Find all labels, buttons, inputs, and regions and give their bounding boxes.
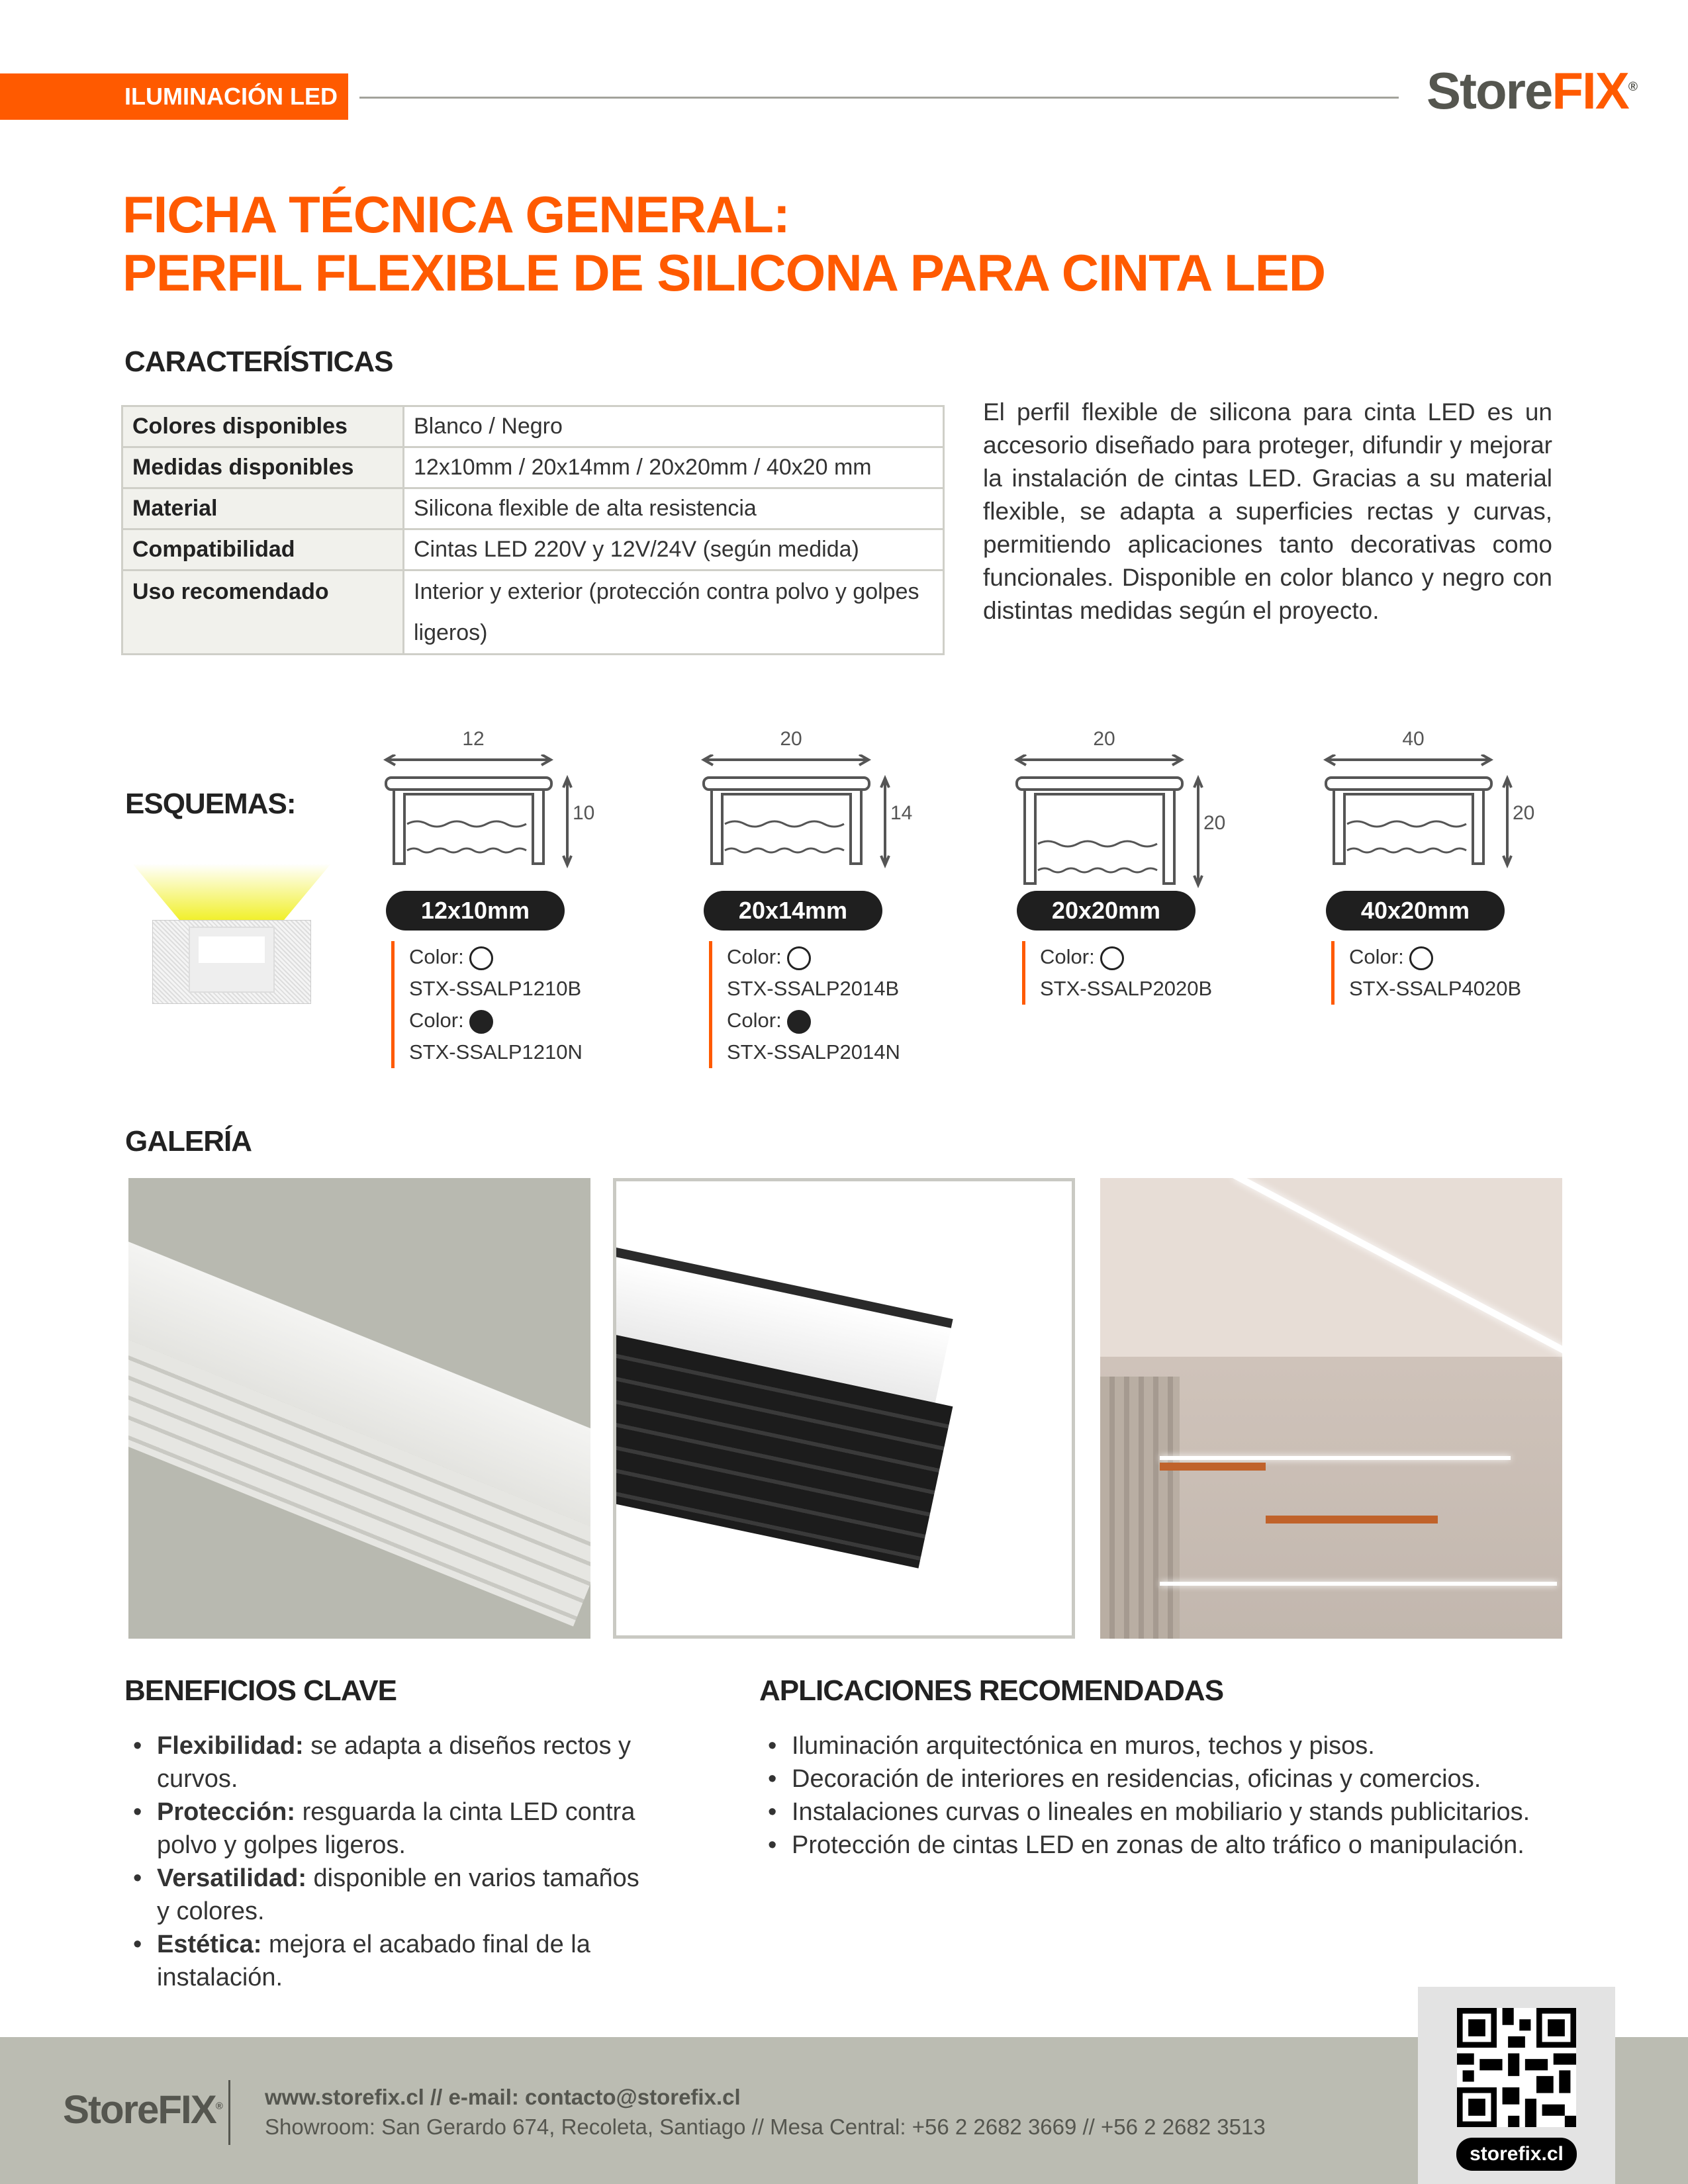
height-dimension: 20 xyxy=(1513,802,1535,824)
size-badge: 20x20mm xyxy=(1017,891,1196,931)
product-code: STX-SSALP1210B xyxy=(409,977,582,1000)
spec-table xyxy=(121,405,945,655)
black-color-swatch-icon xyxy=(787,1010,811,1034)
table-row xyxy=(122,570,944,655)
aplicaciones-list xyxy=(760,1729,1620,1862)
height-dimension: 10 xyxy=(573,802,595,824)
benefit-text: mejora el acabado final de la instalación. xyxy=(157,1931,590,1991)
logo-fix: FIX xyxy=(158,2087,216,2132)
color-label: Color: xyxy=(727,945,782,968)
benefit-text: se adapta a diseños rectos y curvos. xyxy=(157,1732,631,1793)
gallery-image-interior xyxy=(1100,1178,1562,1639)
product-codes xyxy=(1331,941,1521,1005)
table-row xyxy=(122,406,944,447)
footer-address: Showroom: San Gerardo 674, Recoleta, Santiago // Mesa Central: +56 2 2682 3669 // +56 2 2682 3513 xyxy=(265,2115,1266,2139)
qr-code-icon[interactable] xyxy=(1456,2008,1577,2127)
storefix-logo xyxy=(1427,61,1636,121)
qr-panel xyxy=(1418,1987,1615,2184)
spec-key: Colores disponibles xyxy=(122,406,404,447)
spec-value: 12x10mm / 20x14mm / 20x20mm / 40x20 mm xyxy=(404,447,944,488)
profile-schematic xyxy=(381,754,579,874)
profile-schematic xyxy=(1011,754,1210,893)
product-description: El perfil flexible de silicona para cinta LED es un accesorio diseñado para proteger, difundir y mejorar la instalación de cintas LED. Gracias a su material flexible, se adapta a superficies rectas y curvas, permitiendo aplicaciones tanto decorativas como funcionales. Disponible en color blanco y negro con distintas medidas según el proyecto. xyxy=(983,398,1552,624)
color-label: Color: xyxy=(1040,945,1095,968)
benefit-title: Estética: xyxy=(157,1931,262,1958)
product-code: STX-SSALP2014B xyxy=(727,977,900,1000)
black-color-swatch-icon xyxy=(469,1010,493,1034)
width-dimension: 40 xyxy=(1402,728,1425,750)
white-color-swatch-icon xyxy=(1409,946,1433,970)
aplicaciones-heading: APLICACIONES RECOMENDADAS xyxy=(759,1674,1224,1707)
title-line-2: PERFIL FLEXIBLE DE SILICONA PARA CINTA LED xyxy=(122,244,1326,302)
list-item: • Decoración de interiores en residencias, oficinas y comercios. xyxy=(760,1762,1620,1796)
product-codes xyxy=(709,941,900,1068)
list-item: • Protección de cintas LED en zonas de alto tráfico o manipulación. xyxy=(760,1829,1620,1862)
list-item: • Iluminación arquitectónica en muros, techos y pisos. xyxy=(760,1729,1620,1762)
size-badge: 40x20mm xyxy=(1326,891,1505,931)
logo-reg: ® xyxy=(215,2101,222,2112)
beneficios-list xyxy=(125,1729,641,1994)
footer-contact-link[interactable]: www.storefix.cl // e-mail: contacto@storefix.cl xyxy=(265,2085,741,2109)
category-banner xyxy=(0,73,348,120)
logo-store: Store xyxy=(1427,62,1552,120)
width-dimension: 20 xyxy=(1093,728,1115,750)
profile-schematic xyxy=(1321,754,1519,874)
benefit-text: resguarda la cinta LED contra polvo y golpes ligeros. xyxy=(157,1798,635,1859)
color-option xyxy=(727,941,900,973)
list-item xyxy=(125,1862,641,1928)
gallery-image-black-profile xyxy=(613,1178,1075,1639)
table-row xyxy=(122,447,944,488)
title-line-1: FICHA TÉCNICA GENERAL: xyxy=(122,185,790,244)
spec-key: Material xyxy=(122,488,404,529)
product-code: STX-SSALP2014N xyxy=(727,1040,900,1064)
product-code: STX-SSALP2020B xyxy=(1040,977,1213,1000)
white-color-swatch-icon xyxy=(469,946,493,970)
size-badge: 12x10mm xyxy=(386,891,565,931)
product-codes xyxy=(391,941,583,1068)
profile-schematic xyxy=(698,754,897,874)
spec-value: Silicona flexible de alta resistencia xyxy=(404,488,944,529)
category-label: ILUMINACIÓN LED xyxy=(124,83,338,110)
list-item xyxy=(125,1729,641,1796)
color-option xyxy=(727,1005,900,1036)
spec-key: Compatibilidad xyxy=(122,529,404,570)
color-option xyxy=(1349,941,1521,973)
white-color-swatch-icon xyxy=(787,946,811,970)
width-dimension: 20 xyxy=(780,728,802,750)
page-title xyxy=(122,185,1325,302)
product-code: STX-SSALP1210N xyxy=(409,1040,583,1064)
product-code: STX-SSALP4020B xyxy=(1349,977,1522,1000)
spec-key: Medidas disponibles xyxy=(122,447,404,488)
logo-store: Store xyxy=(63,2087,158,2132)
list-item xyxy=(125,1796,641,1862)
logo-reg: ® xyxy=(1628,79,1637,94)
white-color-swatch-icon xyxy=(1100,946,1124,970)
size-badge: 20x14mm xyxy=(704,891,882,931)
height-dimension: 20 xyxy=(1203,812,1226,834)
spec-value: Cintas LED 220V y 12V/24V (según medida) xyxy=(404,529,944,570)
color-label: Color: xyxy=(409,1009,464,1032)
benefit-title: Flexibilidad: xyxy=(157,1732,304,1760)
width-dimension: 12 xyxy=(462,728,485,750)
beneficios-heading: BENEFICIOS CLAVE xyxy=(124,1674,397,1707)
spec-value: Interior y exterior (protección contra polvo y golpes ligeros) xyxy=(404,570,944,655)
esquemas-heading: ESQUEMAS: xyxy=(125,788,296,820)
footer-divider xyxy=(228,2080,230,2145)
color-option xyxy=(1040,941,1212,973)
qr-site-label[interactable]: storefix.cl xyxy=(1456,2138,1577,2171)
gallery-image-white-profile xyxy=(128,1178,590,1639)
caracteristicas-heading: CARACTERÍSTICAS xyxy=(124,345,393,378)
table-row xyxy=(122,488,944,529)
product-codes xyxy=(1022,941,1212,1005)
color-label: Color: xyxy=(1349,945,1404,968)
table-row xyxy=(122,529,944,570)
color-option xyxy=(409,1005,583,1036)
galeria-heading: GALERÍA xyxy=(125,1125,252,1158)
color-label: Color: xyxy=(409,945,464,968)
height-dimension: 14 xyxy=(890,802,913,824)
benefit-title: Versatilidad: xyxy=(157,1864,306,1892)
benefit-title: Protección: xyxy=(157,1798,296,1826)
spec-value: Blanco / Negro xyxy=(404,406,944,447)
list-item: • Instalaciones curvas o lineales en mobiliario y stands publicitarios. xyxy=(760,1796,1620,1829)
footer-logo xyxy=(63,2087,222,2132)
color-label: Color: xyxy=(727,1009,782,1032)
benefit-text: disponible en varios tamaños y colores. xyxy=(157,1864,639,1925)
led-light-illustration xyxy=(132,864,331,1004)
logo-fix: FIX xyxy=(1552,62,1628,120)
header-divider xyxy=(359,97,1399,99)
list-item xyxy=(125,1928,641,1994)
spec-key: Uso recomendado xyxy=(122,570,404,655)
color-option xyxy=(409,941,583,973)
